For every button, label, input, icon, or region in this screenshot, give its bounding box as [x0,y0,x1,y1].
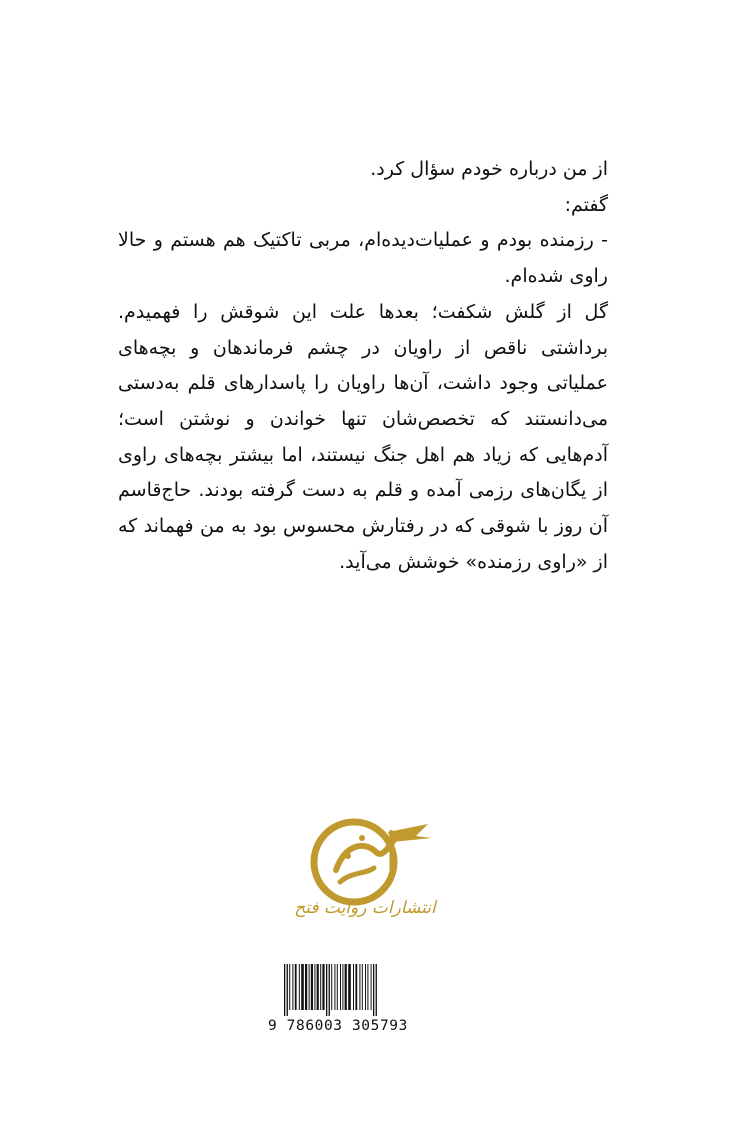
barcode-bar [337,964,338,1010]
barcode-bar [355,964,357,1010]
barcode-bar [289,964,290,1010]
paragraph-2: گفتم: [564,193,608,216]
barcode-bar [292,964,293,1010]
barcode-bar [367,964,368,1010]
barcode-bar [326,964,327,1016]
barcode-bar [320,964,321,1010]
barcode-bar [331,964,332,1010]
barcode-bar [362,964,363,1010]
barcode-bar [309,964,310,1010]
barcode-bar [376,964,377,1016]
barcode-bar [329,964,330,1016]
barcode-bar [371,964,372,1010]
barcode-bar [373,964,374,1016]
barcode-bars [280,964,430,1016]
barcode-bar [334,964,335,1010]
barcode-bar [314,964,315,1010]
barcode-bar [322,964,324,1010]
barcode-bar [299,964,300,1010]
barcode-bar [359,964,360,1010]
paragraph-4: گل از گلش شکفت؛ بعدها علت این شوقش را فهمیدم. برداشتی ناقص از راویان در چشم فرماندهان و بچه‌های عملیاتی وجود داشت، آن‌ها راویان را پاسدارهای قلم به‌دستی می‌دانستند که تخصص‌شان تنها خواندن و نوشتن است؛ آدم‌هایی که زیاد هم اهل جنگ نیستند، اما بیشتر بچه‌های راوی از یگان‌های رزمی آمده و قلم به دست گرفته بودند. حاج‌قاسم آن روز با شوقی که در رفتارش محسوس بود به من فهماند که از «راوی رزمنده» خوشش می‌آید. [118,300,608,573]
barcode-bar [345,964,347,1010]
paragraph-3: - رزمنده بودم و عملیات‌دیده‌ام، مربی تاکتیک هم هستم و حالا راوی شده‌ام. [118,229,608,288]
barcode-bar [284,964,285,1016]
publisher-logo [296,812,446,950]
barcode-bar [340,964,341,1010]
barcode-bar [295,964,297,1010]
barcode-bar [317,964,319,1010]
barcode-bar [305,964,307,1010]
barcode-bar [287,964,288,1016]
barcode-bar [342,964,343,1010]
back-cover-text [118,152,608,580]
barcode-bar [353,964,354,1010]
publisher-name: انتشارات روایت فتح [294,898,436,918]
barcode-bar [301,964,304,1010]
logo-emblem-icon [296,812,446,907]
barcode-bar [365,964,366,1010]
barcode-bar [348,964,351,1010]
paragraph-1: از من درباره خودم سؤال کرد. [370,158,608,180]
isbn-number: 9 786003 305793 [268,1018,408,1034]
barcode-bar [311,964,313,1010]
